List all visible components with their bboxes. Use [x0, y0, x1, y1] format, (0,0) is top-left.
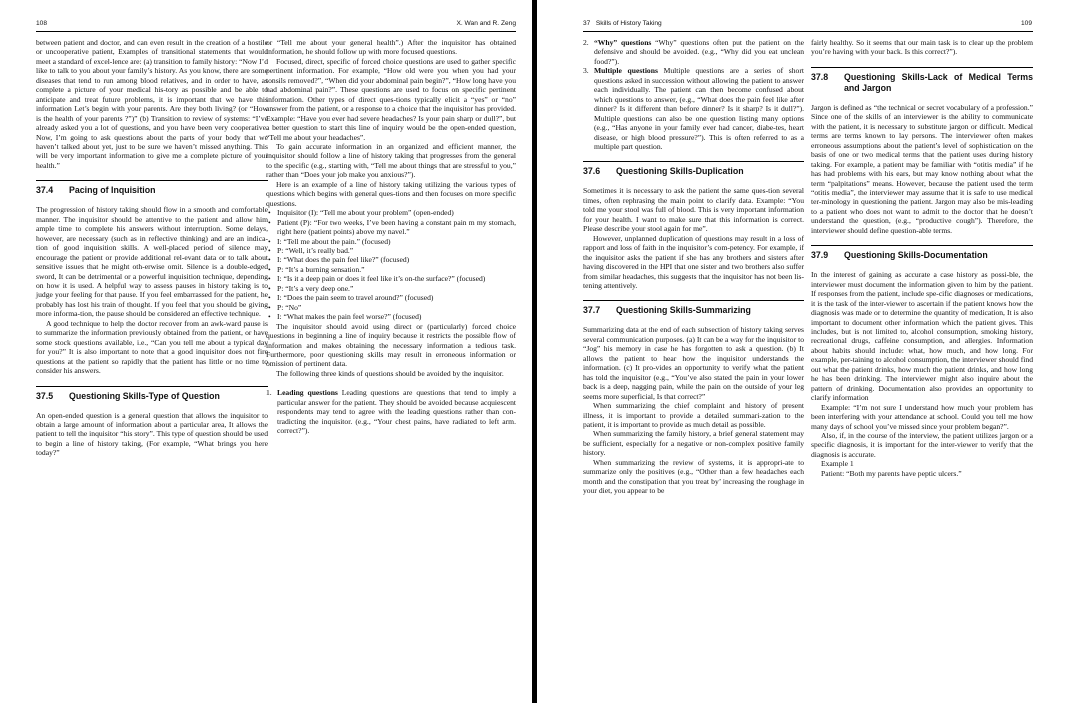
section-heading-37-9 — [811, 245, 1033, 261]
section-heading-37-4 — [36, 180, 268, 196]
right-column-1 — [583, 38, 804, 496]
list-item: • I: “Tell me about the pain.” (focused) — [266, 237, 516, 246]
paragraph: When summarizing the chief complaint and history of present illness, it is important to provide a detailed summari-zation to the patient, it is important to provide as much detail as possible. — [583, 401, 804, 429]
question-type-list — [583, 38, 804, 151]
example-label: Example 1 — [821, 459, 854, 469]
paragraph: The inquisitor should avoid using direct or (particularly) forced choice questions in beginning a line of inquiry because it restricts the possible flow of information and makes obtaining the necessary information a tedious task. Furthermore, poor questioning skills may result in erroneous information or omission of pertinent data. — [266, 321, 516, 369]
section-number: 37.4 — [36, 185, 54, 196]
question-type-list — [266, 388, 516, 435]
paragraph: The following three kinds of questions should be avoided by the inquisitor. — [276, 368, 504, 378]
paragraph: An open-ended question is a general question that allows the inquisitor to obtain a large amount of information about a particular area, It allows the patient to tell the inquisitor “his story”. This type of question should be used to begin a line of history taking, (For example, “What brings you here today?” — [36, 410, 268, 458]
paragraph: Focused, direct, specific of forced choice questions are used to gather specific pertinent information. For example, “How old were you when you had your tonsils removed?”, “When did your abdominal pain begin?”, “How long have you had abdominal pain?”. These questions are used to focus on specific pertinent information. Other types of direct ques-tions typically elicit a “yes” or “no” answer from the patient, or a response to a choice that the inquisitor has provided. Example: “Have you ever had severe headaches? Is your pain sharp or dull?”, but a better question to start this line of inquiry would be the open-ended question, “Tell me about your headaches”. — [266, 56, 516, 142]
item-number: 3. — [583, 66, 589, 76]
paragraph: Sometimes it is necessary to ask the patient the same ques-tion several times, often rephrasing the main point to clarify data. Example: “You told me your stool was full of blood. This is very important information for your health. I want to make sure that this information is correct. Please describe your stool again for me”. — [583, 186, 804, 234]
list-item: • I: “Is it a deep pain or does it feel like it’s on-the surface?” (focused) — [266, 274, 516, 283]
list-item — [583, 66, 804, 151]
section-number: 37.8 — [811, 71, 829, 82]
paragraph: A good technique to help the doctor recover from an awk-ward pause is to summarize the information previously obtained from the patient, or have some stock questions available, i.e., “Can you tell me about a typical day for you?” It is also important to note that a good inquisitor does not fire questions at the patient so rapidly that the patient has little or no time to consider his answers. — [36, 318, 268, 376]
page-number: 109 — [1020, 20, 1032, 27]
section-title: Questioning Skills-Lack of Medical Terms and Jargon — [844, 71, 1033, 93]
left-page — [0, 0, 532, 703]
section-heading-37-7 — [583, 300, 804, 316]
paragraph: between patient and doctor, and can even result in the creation of a hostile or uncooperative patient, Examples of transitional statements that would meet a standard of excel-lence are: (a) transition to family history: “Now I’d like to talk to you about your family’s history. As you know, there are some diseases that tend to run among blood relatives, and in order to have, as complete a picture of your medical his-tory as possible and be able to anticipate and treat future problems, it is important that we have this information Let’s begin with your parents. Are they both living? (or “How is the health of your parents ?”)” (b) Transition to review of systems: “I’ve already asked you a lot of questions, and you have been very cooperative. Now, I’m going to ask questions about the parts of your body that we haven’t talked about yet, just to be sure we haven’t missed anything. This will be very important information to give me a complete picture of your health.” — [36, 38, 268, 170]
section-heading-37-6 — [583, 161, 804, 177]
list-item: • I: “Does the pain seem to travel around?” (focused) — [266, 293, 516, 302]
paragraph: or “Tell me about your general health”.) After the inquisitor has obtained information, he should follow up with more focused questions. — [266, 38, 516, 57]
dialogue-list — [266, 208, 516, 321]
paragraph: The progression of history taking should flow in a smooth and comfortable manner. The inquisitor should be attentive to the patient and allow him ample time to complete his answers without interruption. Some delays, however, are necessary (such as in reflective thinking) and are an indica-tion of good inquisition skills. A well-placed period of silence may encourage the patient or provide additional rel-evant data or to talk about sensitive issues that he might oth-erwise omit. Silence is a double-edged sword, It can be detrimental or a powerful inquisition technique, depending on how it is used. A helpful way to assess pauses in history taking is to judge your feeling for that pause. If you feel embarrassed for the patient, he probably has lost his train of thought. If you feel that you should be giving more informa-tion, the pause should be considered an effective technique. — [36, 205, 268, 319]
list-item: • Inquisitor (I): “Tell me about your problem” (open-ended) — [266, 208, 516, 217]
item-text: Multiple questions are a series of short questions asked in succession without allowing the patient to answer each individually. The patient can then become confused about which questions to answer, (e.g., “What does the pain feel like after dinner? Is it different than before dinner? Is it sharp? Is it dull?”). Multiple questions can also be one question listing many options (e.g., “Has anyone in your family ever had cancer, diabe-tes, heart disease, or high blood pressure?”). This is often referred to as a multiple part question. — [594, 66, 804, 151]
list-item: • P: “No” — [266, 303, 516, 312]
paragraph: In the interest of gaining as accurate a case history as possi-ble, the interviewer must document the information given to him by the patient. If responses from the patient, include spe-cific diagnoses or medications, it is the task of the inter-viewer to ascertain if the patient knows how the diagnosis was made or to determine the quantity of medication, It is also important to document other information which the patient gives. This includes, but is not limited to, alcohol consumption, smoking history, recreational drugs, caffeine consumption, and allergies. Information about habits should include: what, how much, and how long. For example, per-taining to alcohol consumption, the interviewer should find out what the patient drinks, how much the patient drinks, and how long he has been drinking. The interviewer might also inquire about the pattern of drinking. Documentation also provides an opportunity to clarify information — [811, 270, 1033, 403]
section-title: Pacing of Inquisition — [69, 185, 156, 196]
paragraph: Jargon is defined as “the technical or secret vocabulary of a profession.” Since one of the skills of an interviewer is the ability to communicate with the patient, it is necessary to substitute jargon or difficult. Medical terms are terms known to lay persons. The interviewer often makes erroneous assumptions about the patient’s level of sophistication on the basis of one or two medical terms that the patient uses during history taking. For example, a patient may be familiar with “otitis media” if he has had problems with his ears, but may know nothing about what the term “palpitations” means. However, because the patient used the term “otitis media”, the interviewer may assume that it is safe to use medical ter-minology in questioning the patient. Jargon may also be mis-leading to a patient who does not want to admit to the doctor that he doesn’t understand the question, (e.g., “productive cough”). Therefore, the interviewer should define question-able terms. — [811, 102, 1033, 235]
item-text: “Why” questions often put the patient on the defensive and should be avoided. (e.g., “Why did you eat unclean food?”). — [594, 38, 804, 66]
item-number: 1. — [266, 388, 272, 398]
section-title: Questioning Skills-Type of Question — [69, 390, 220, 401]
paragraph: However, unplanned duplication of questions may result in a loss of rapport and loss of faith in the inquisitor’s com-petency. For example, if the inquisitor asks the patient if she has any brothers and sisters after having discovered in the HPI that one sister and two brothers also suffer from similar headaches, this suggests that the inquisitor has not been lis-tening attentively. — [583, 233, 804, 290]
right-page — [537, 0, 1068, 703]
header-rule — [36, 31, 516, 32]
right-column-2 — [811, 38, 1033, 478]
list-item: • Patient (P): “For two weeks, I’ve been having a constant pain m my stomach, right here (patient points) above my navel.” — [266, 218, 516, 237]
list-item: • P: “Well, it’s really bad.” — [266, 246, 516, 255]
list-item: • P: “It’s a burning sensation.” — [266, 265, 516, 274]
section-number: 37.7 — [583, 305, 601, 316]
running-head — [583, 20, 662, 27]
header-rule — [583, 31, 1033, 32]
paragraph: Summarizing data at the end of each subsection of history taking serves several communication purposes. (a) It can be a way for the inquisitor to “Jog” his memory in case he has forgotten to ask a question. (b) It allows the patient to hear how the inquisitor understands the information. (c) It pro-vides an opportunity to verify what the patient has told the inquisitor (e.g., “You’ve also stated the pain in your lower back is a deep, nagging pain, while the pain on the outside of your leg seems more superficial, Is that correct?” — [583, 325, 804, 401]
paragraph: Here is an example of a line of history taking utilizing the various types of questions which begins with general ques-tions and then focuses on more specific questions. — [266, 179, 516, 208]
paragraph: Patient: “Both my parents have peptic ulcers.” — [821, 468, 962, 478]
list-item — [266, 388, 516, 435]
left-column-1 — [36, 38, 268, 458]
section-number: 37.6 — [583, 166, 601, 177]
paragraph: Example: “I’m not sure I understand how much your problem has been interfering with your attendance at school. Could you tell me how many days of school you’ve missed since your problem began?”. — [811, 402, 1033, 431]
section-title: Questioning Skills-Documentation — [844, 250, 988, 261]
item-term: “Why” questions — [594, 38, 652, 47]
chapter-number: 37 — [583, 20, 591, 27]
item-text: Leading questions are questions that tend to imply a particular answer for the patient. They should be avoided because acquiescent respondents may tend to agree with the leading questions rather than con-tradicting the inquisitor. (e.g., “Your chest pains, have radiated to left arm. correct?”). — [277, 388, 516, 436]
list-item — [583, 38, 804, 66]
paragraph: When summarizing the family history, a brief general statement may be sufficient, especially for a negative or non-complex positive family history. — [583, 429, 804, 458]
list-item: • I: “What makes the pain feel worse?” (focused) — [266, 312, 516, 321]
paragraph: When summarizing the review of systems, it is appropri-ate to summarize only the positives (e.g., “Other than a few headaches each month and the constipation that you treat by’ increasing the roughage in your diet, you appear to be — [583, 457, 804, 496]
page-number: 108 — [36, 20, 48, 27]
section-heading-37-8 — [811, 67, 1033, 94]
paragraph: Also, if, in the course of the interview, the patient utilizes jargon or a specific diagnosis, it is important for the inter-viewer to verify that the diagnosis is accurate. — [811, 430, 1033, 459]
list-item: • I: “What does the pain feel like?” (focused) — [266, 255, 516, 264]
section-heading-37-5 — [36, 386, 268, 402]
chapter-title: Skills of History Taking — [595, 20, 662, 27]
item-term: Leading questions — [277, 388, 338, 398]
running-head: X. Wan and R. Zeng — [456, 20, 516, 27]
left-column-2 — [266, 38, 516, 436]
paragraph: To gain accurate information in an organized and efficient manner, the inquisitor should follow a line of history taking that progresses from the general to the specific (e.g., starting with, “Tell me about things that are stressful to you,” rather than “Does your job make you anxious?”). — [266, 141, 516, 180]
item-number: 2. — [583, 38, 589, 47]
paragraph: fairly healthy. So it seems that our main task is to clear up the problem you’re having with your back. Is this correct?”). — [811, 38, 1033, 57]
section-title: Questioning Skills-Summarizing — [616, 305, 751, 316]
item-term: Multiple questions — [594, 66, 658, 76]
section-number: 37.9 — [811, 250, 829, 261]
section-title: Questioning Skills-Duplication — [616, 166, 744, 177]
section-number: 37.5 — [36, 390, 54, 401]
list-item: • P: “It’s a very deep one.” — [266, 284, 516, 293]
